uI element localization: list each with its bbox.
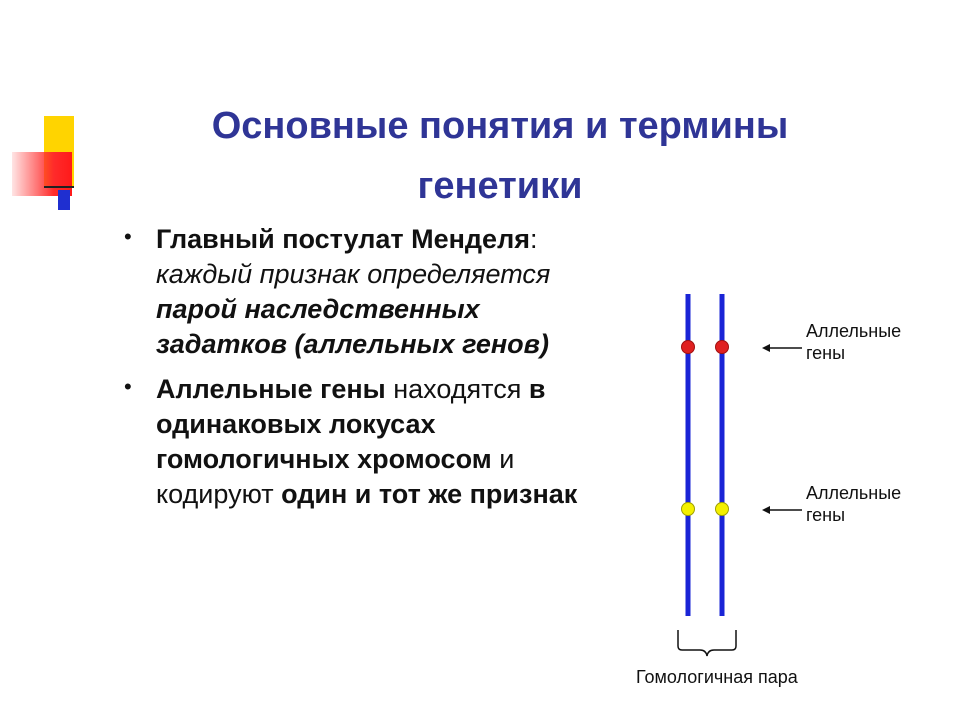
allele-top-right [716,341,729,354]
bullet-text: один и тот же признак [281,479,578,509]
bullet-text: парой наследственных задатков (аллельных генов) [156,294,549,359]
decorative-blue-block [58,190,70,210]
bullet-text: находятся [385,374,529,404]
allele-label-top: Аллельные гены [806,321,902,363]
bullet-dot-icon: • [124,224,132,249]
bullet-text: Аллельные гены [156,374,386,404]
title-line-2: генетики [417,165,583,207]
arrow-top-icon [762,344,802,352]
bullet-text: : [529,224,538,254]
allele-bottom-left [682,503,695,516]
decorative-line [44,186,74,188]
homologous-pair-caption: Гомологичная пара [636,667,798,687]
bullet-text: Главный постулат Менделя [156,224,530,254]
homologous-pair-diagram [620,280,940,700]
bullet-text: и кодируют [156,444,515,509]
allele-top-left [682,341,695,354]
title-line-1: Основные понятия и термины [211,105,789,147]
allele-bottom-right [716,503,729,516]
bullet-dot-icon: • [124,374,132,399]
brace-icon [678,630,736,656]
arrow-bottom-icon [762,506,802,514]
bullet-text: каждый признак определяется [156,259,551,289]
bullet-list [120,222,590,522]
bullet-item-allelic-genes [120,372,590,512]
slide-title [100,96,900,216]
allele-label-bottom: Аллельные гены [806,483,902,525]
bullet-item-mendel-postulate [120,222,590,362]
bullet-text: в одинаковых локусах гомологичных хромосом [156,374,546,474]
